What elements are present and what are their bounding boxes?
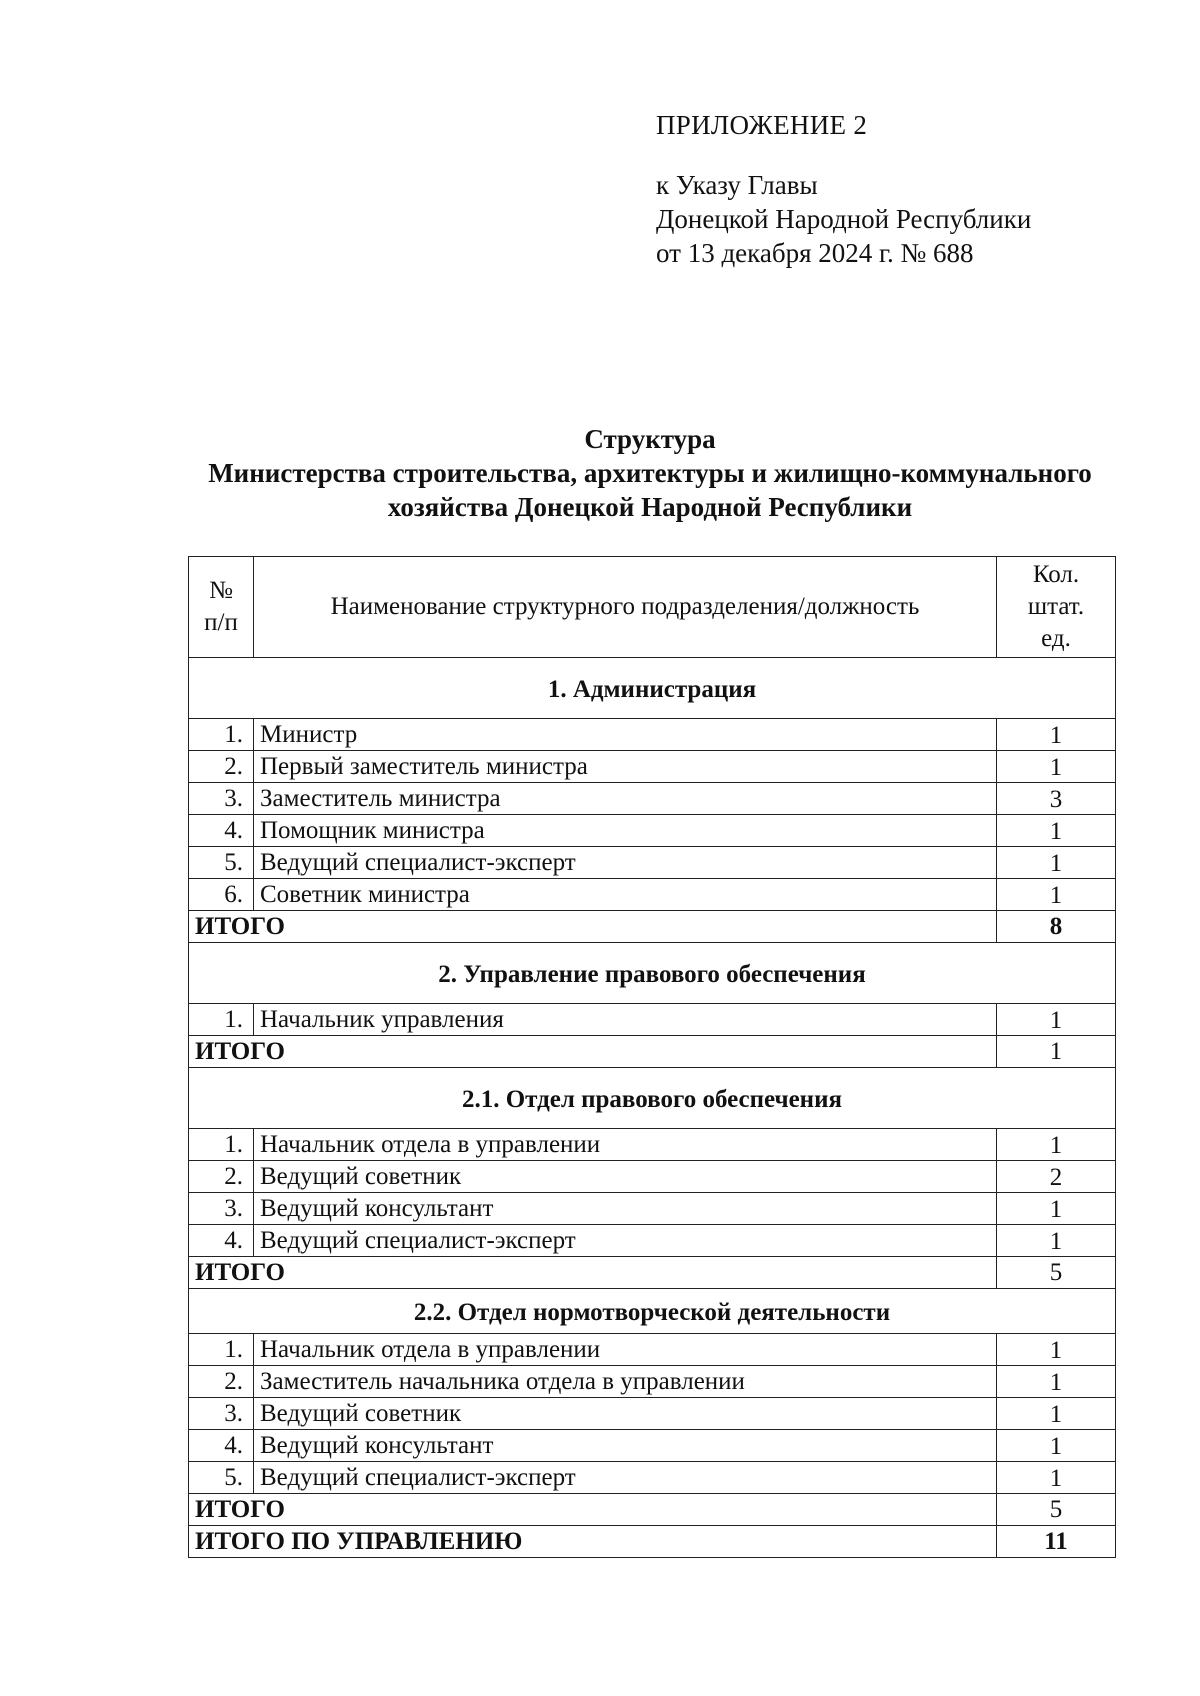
- row-number: 1.: [189, 1334, 254, 1366]
- table-row: [189, 1398, 1116, 1430]
- total-label: ИТОГО: [189, 1494, 997, 1526]
- row-staff-count: 1: [997, 1334, 1116, 1366]
- grand-total-value: 11: [997, 1526, 1116, 1558]
- table-row: [189, 1366, 1116, 1398]
- appendix-block: [656, 108, 1031, 270]
- section-heading-row: [189, 658, 1116, 719]
- section-title: 1. Администрация: [189, 658, 1116, 719]
- header-count-line-2: штат.: [1027, 593, 1085, 620]
- row-staff-count: 1: [997, 815, 1116, 847]
- row-position-name: Заместитель начальника отдела в управлении: [254, 1366, 997, 1398]
- row-number: 2.: [189, 751, 254, 783]
- row-number: 1.: [189, 1129, 254, 1161]
- appendix-line-date: от 13 декабря 2024 г. № 688: [656, 238, 974, 268]
- row-staff-count: 1: [997, 1004, 1116, 1036]
- total-label: ИТОГО: [189, 1036, 997, 1068]
- total-label: ИТОГО: [189, 911, 997, 943]
- table-row: [189, 1161, 1116, 1193]
- appendix-title: ПРИЛОЖЕНИЕ 2: [656, 110, 868, 140]
- document-title-line-2: Министерства строительства, архитектуры и жилищно-коммунального: [208, 458, 1092, 488]
- row-position-name: Начальник управления: [254, 1004, 997, 1036]
- row-position-name: Ведущий советник: [254, 1161, 997, 1193]
- total-label: ИТОГО: [189, 1257, 997, 1289]
- row-position-name: Начальник отдела в управлении: [254, 1334, 997, 1366]
- structure-table: [188, 556, 1116, 1558]
- row-position-name: Ведущий советник: [254, 1398, 997, 1430]
- total-value: 5: [997, 1494, 1116, 1526]
- grand-total-row: [189, 1526, 1116, 1558]
- document-title-line-3: хозяйства Донецкой Народной Республики: [387, 492, 913, 522]
- header-number-line-1: №: [209, 577, 233, 604]
- table-row: [189, 1462, 1116, 1494]
- row-number: 2.: [189, 1161, 254, 1193]
- section-title: 2.2. Отдел нормотворческой деятельности: [189, 1289, 1116, 1334]
- header-name: Наименование структурного подразделения/должность: [254, 557, 997, 658]
- row-position-name: Помощник министра: [254, 815, 997, 847]
- row-staff-count: 1: [997, 847, 1116, 879]
- section-heading-row: [189, 943, 1116, 1004]
- header-number: [189, 557, 254, 658]
- table-row: [189, 1129, 1116, 1161]
- table-header-row: [189, 557, 1116, 658]
- row-number: 4.: [189, 1430, 254, 1462]
- row-number: 3.: [189, 783, 254, 815]
- row-position-name: Ведущий консультант: [254, 1193, 997, 1225]
- document-title: [180, 422, 1120, 524]
- row-staff-count: 1: [997, 1193, 1116, 1225]
- table-row: [189, 815, 1116, 847]
- total-value: 5: [997, 1257, 1116, 1289]
- header-count: [997, 557, 1116, 658]
- row-position-name: Заместитель министра: [254, 783, 997, 815]
- row-staff-count: 1: [997, 1366, 1116, 1398]
- row-position-name: Ведущий специалист-эксперт: [254, 1225, 997, 1257]
- row-staff-count: 3: [997, 783, 1116, 815]
- row-staff-count: 1: [997, 1462, 1116, 1494]
- table-row: [189, 1334, 1116, 1366]
- appendix-line-decree: к Указу Главы: [656, 170, 818, 200]
- row-position-name: Начальник отдела в управлении: [254, 1129, 997, 1161]
- row-position-name: Ведущий консультант: [254, 1430, 997, 1462]
- row-number: 2.: [189, 1366, 254, 1398]
- total-value: 1: [997, 1036, 1116, 1068]
- section-heading-row: [189, 1068, 1116, 1129]
- row-staff-count: 1: [997, 719, 1116, 751]
- row-number: 6.: [189, 879, 254, 911]
- table-row: [189, 751, 1116, 783]
- section-title: 2. Управление правового обеспечения: [189, 943, 1116, 1004]
- row-staff-count: 1: [997, 1129, 1116, 1161]
- row-staff-count: 1: [997, 1430, 1116, 1462]
- row-position-name: Министр: [254, 719, 997, 751]
- section-title: 2.1. Отдел правового обеспечения: [189, 1068, 1116, 1129]
- section-heading-row: [189, 1289, 1116, 1334]
- row-number: 3.: [189, 1398, 254, 1430]
- row-position-name: Ведущий специалист-эксперт: [254, 847, 997, 879]
- header-count-line-3: ед.: [1041, 625, 1071, 652]
- table-row: [189, 1193, 1116, 1225]
- row-position-name: Советник министра: [254, 879, 997, 911]
- row-number: 5.: [189, 847, 254, 879]
- row-number: 4.: [189, 815, 254, 847]
- row-number: 4.: [189, 1225, 254, 1257]
- total-value: 8: [997, 911, 1116, 943]
- row-position-name: Первый заместитель министра: [254, 751, 997, 783]
- row-number: 1.: [189, 719, 254, 751]
- row-staff-count: 2: [997, 1161, 1116, 1193]
- table-row: [189, 1430, 1116, 1462]
- table-row: [189, 879, 1116, 911]
- header-count-line-1: Кол.: [1032, 561, 1080, 588]
- appendix-line-republic: Донецкой Народной Республики: [656, 204, 1032, 234]
- row-number: 3.: [189, 1193, 254, 1225]
- row-staff-count: 1: [997, 879, 1116, 911]
- row-number: 5.: [189, 1462, 254, 1494]
- section-total-row: [189, 1036, 1116, 1068]
- row-staff-count: 1: [997, 1225, 1116, 1257]
- section-total-row: [189, 911, 1116, 943]
- table-row: [189, 783, 1116, 815]
- section-total-row: [189, 1257, 1116, 1289]
- row-number: 1.: [189, 1004, 254, 1036]
- table-row: [189, 1004, 1116, 1036]
- section-total-row: [189, 1494, 1116, 1526]
- header-number-line-2: п/п: [204, 609, 238, 636]
- row-position-name: Ведущий специалист-эксперт: [254, 1462, 997, 1494]
- table-row: [189, 719, 1116, 751]
- document-title-line-1: Структура: [584, 424, 716, 454]
- row-staff-count: 1: [997, 1398, 1116, 1430]
- table-row: [189, 1225, 1116, 1257]
- row-staff-count: 1: [997, 751, 1116, 783]
- grand-total-label: ИТОГО ПО УПРАВЛЕНИЮ: [189, 1526, 997, 1558]
- table-row: [189, 847, 1116, 879]
